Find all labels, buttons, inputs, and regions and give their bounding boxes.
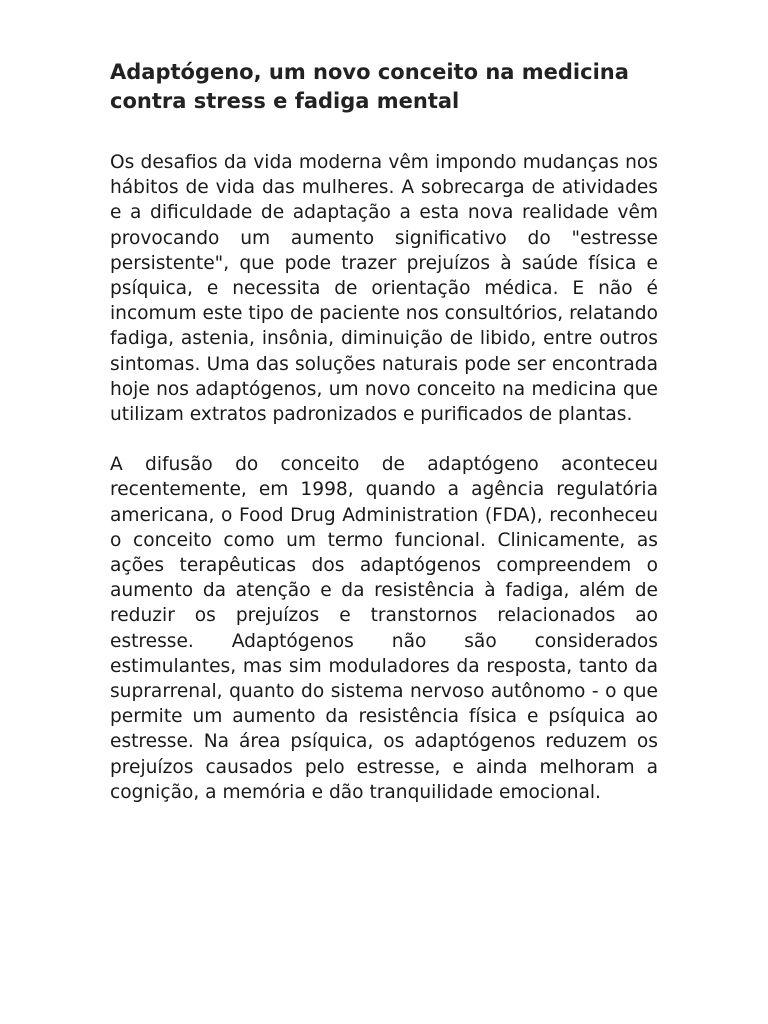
document-page xyxy=(110,58,658,830)
document-title: Adaptógeno, um novo conceito na medicina contra stress e fadiga mental xyxy=(110,60,629,113)
paragraph-2: A difusão do conceito de adaptógeno aconteceu recentemente, em 1998, quando a agência regulatória americana, o Food Drug Administration (FDA), reconheceu o conceito como um termo funcional. Clinicamente, as ações terapêuticas dos adaptógenos compreendem o aumento da atenção e da resistência à fadiga, além de reduzir os prejuízos e transtornos relacionados ao estresse. Adaptógenos não são considerados estimulantes, mas sim moduladores da resposta, tanto da suprarrenal, quanto do sistema nervoso autônomo - o que permite um aumento da resistência física e psíquica ao estresse. Na área psíquica, os adaptógenos reduzem os prejuízos causados pelo estresse, e ainda melhoram a cognição, a memória e dão tranquilidade emocional. xyxy=(110,454,658,803)
paragraph-1: Os desafios da vida moderna vêm impondo mudanças nos hábitos de vida das mulheres. A sobrecarga de atividades e a dificuldade de adaptação a esta nova realidade vêm provocando um aumento significativo do "estresse persistente", que pode trazer prejuízos à saúde física e psíquica, e necessita de orientação médica. E não é incomum este tipo de paciente nos consultórios, relatando fadiga, astenia, insônia, diminuição de libido, entre outros sintomas. Uma das soluções naturais pode ser encontrada hoje nos adaptógenos, um novo conceito na medicina que utilizam extratos padronizados e purificados de plantas. xyxy=(110,152,658,426)
